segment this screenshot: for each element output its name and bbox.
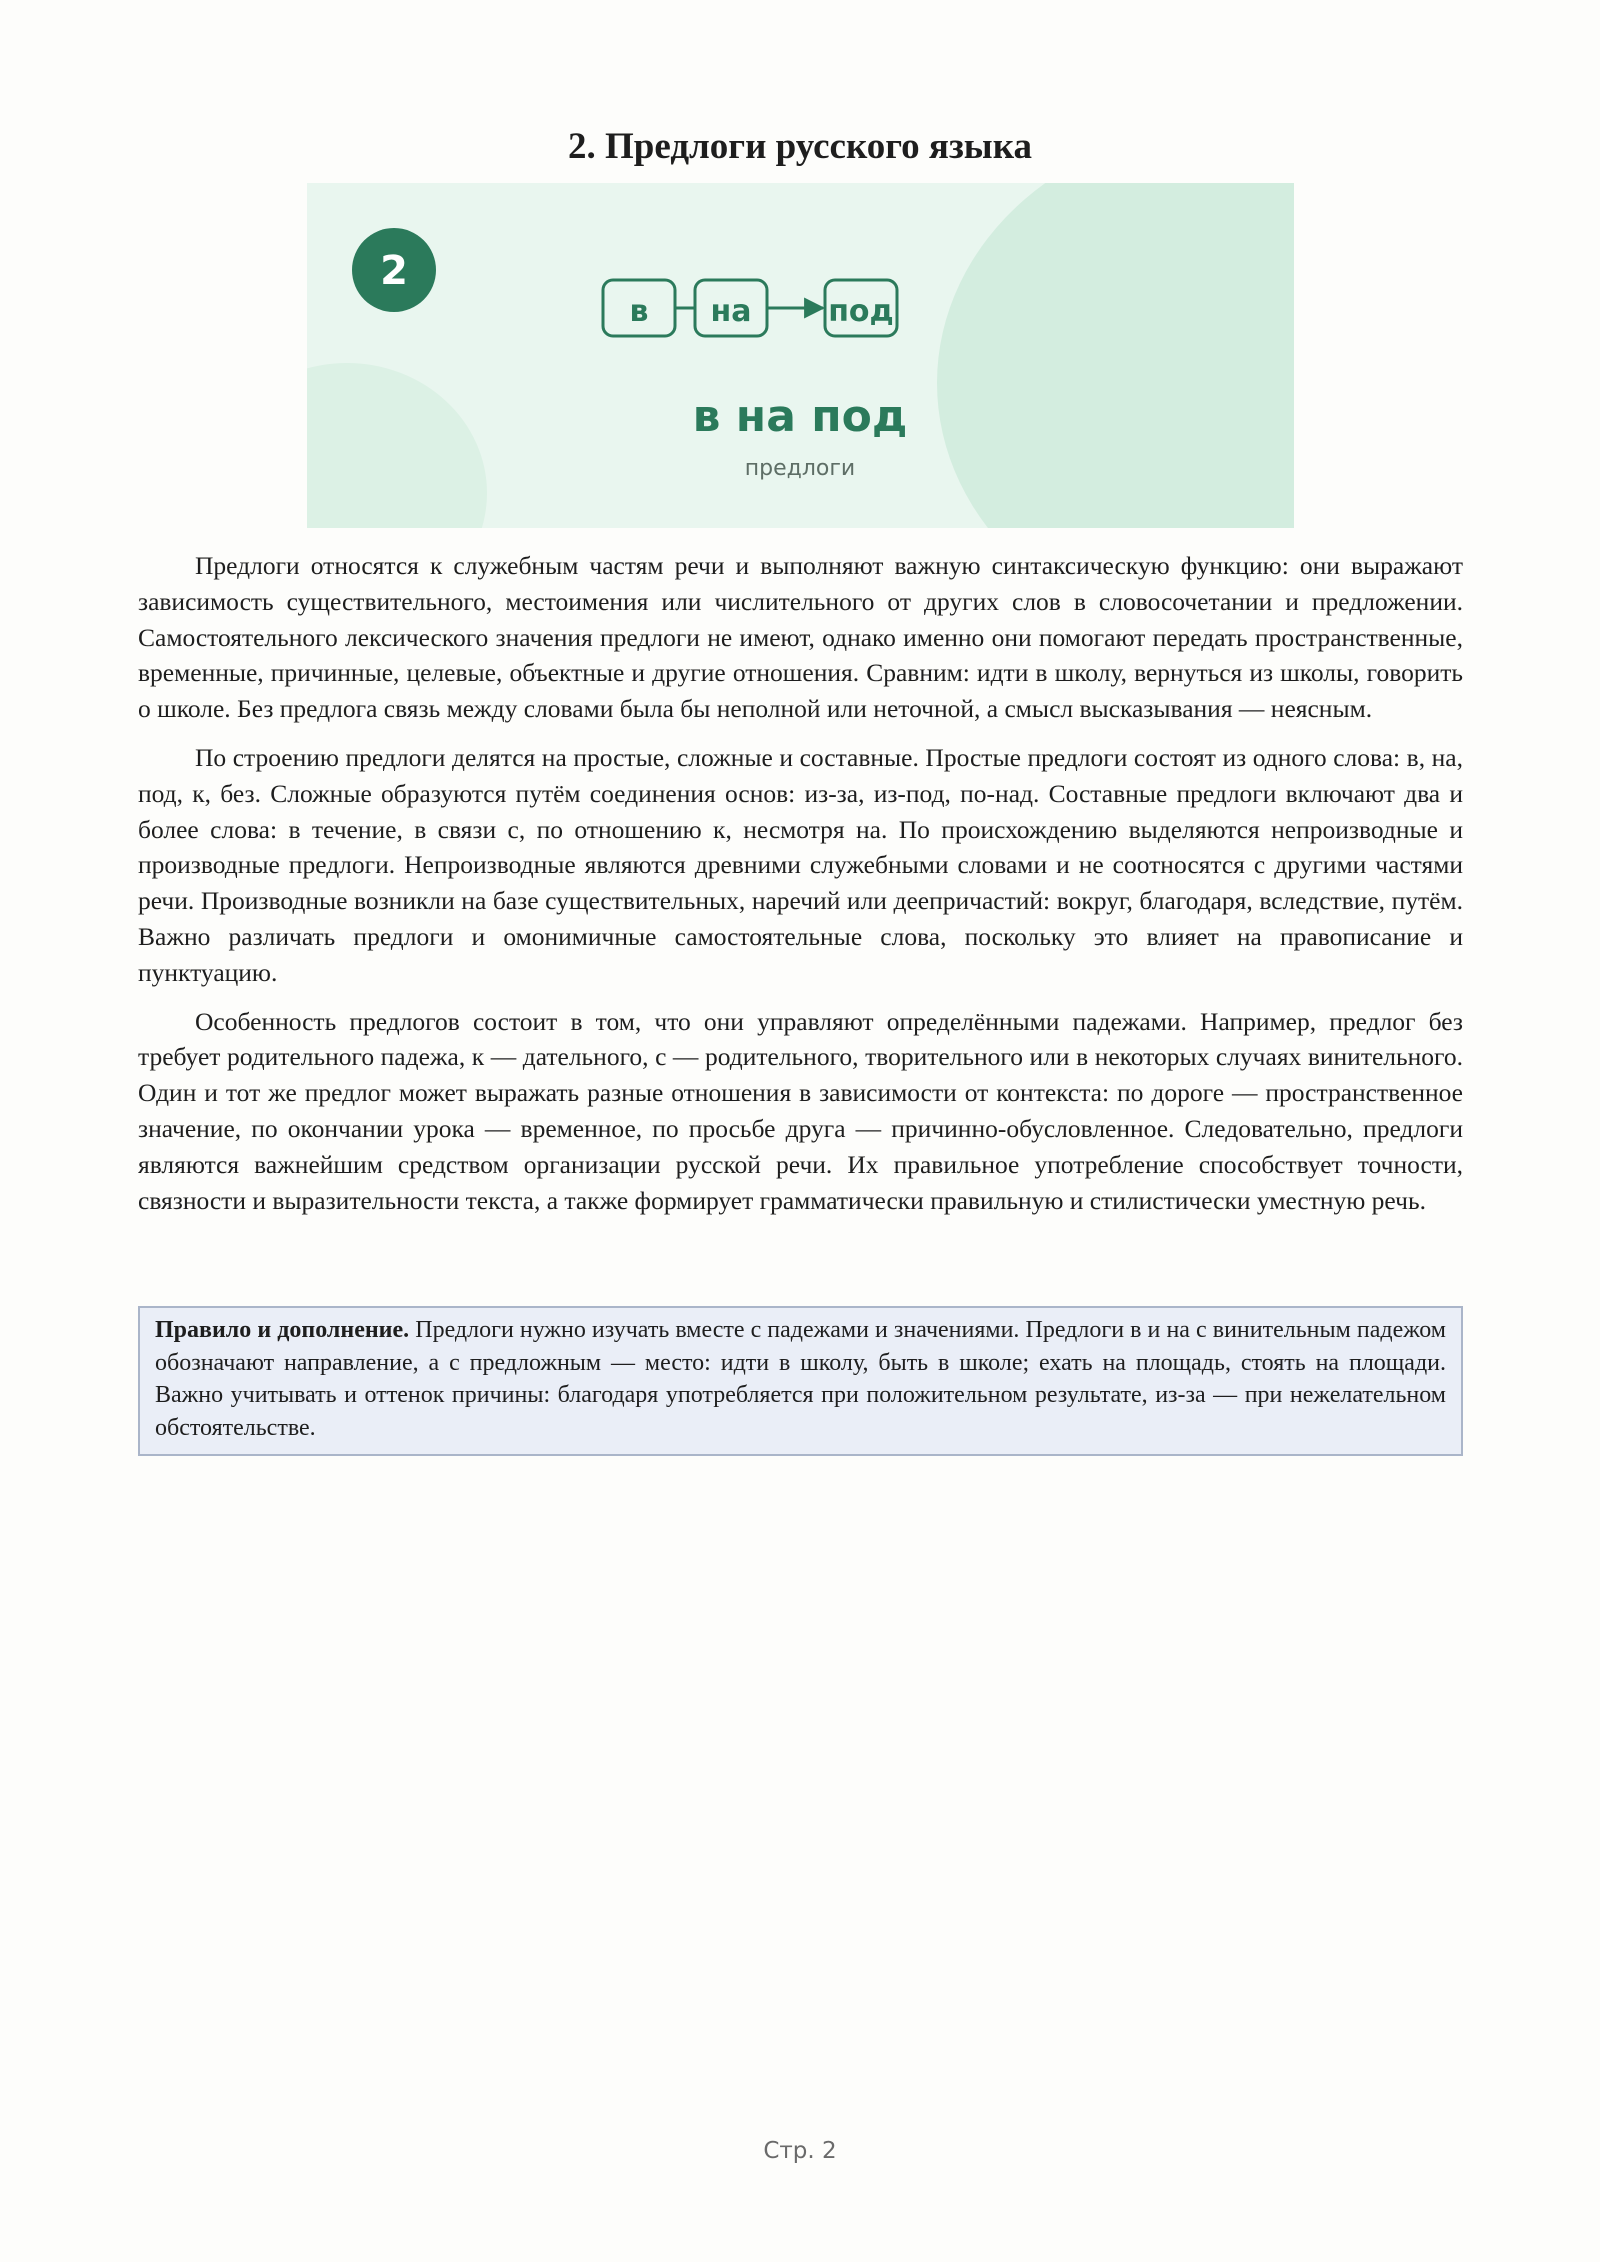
preposition-chain bbox=[603, 280, 897, 336]
paragraph-3: Особенность предлогов состоит в том, что они управляют определёнными падежами. Например, предлог без требует родительного падежа, к — дательного, с — родительного, творительного или в некоторых случаях винительного. Один и тот же предлог может выражать разные отношения в зависимости от контекста: по дороге — пространственное значение, по окончании урока — временное, по просьбе друга — причинно-обусловленное. Следовательно, предлоги являются важнейшим средством организации русской речи. Их правильное употребление способствует точности, связности и выразительности текста, а также формирует грамматически правильную и стилистически уместную речь. bbox=[138, 1006, 1463, 1215]
rule-box bbox=[138, 1306, 1463, 1456]
decorative-blob-right bbox=[937, 183, 1294, 528]
illustration-banner bbox=[307, 183, 1294, 528]
chain-word-pod: под bbox=[828, 294, 894, 329]
chain-word-na: на bbox=[710, 294, 752, 329]
decorative-blob-left bbox=[307, 363, 487, 528]
page-number: Стр. 2 bbox=[763, 2138, 837, 2164]
banner-subtitle: предлоги bbox=[744, 456, 856, 481]
rule-text: Предлоги нужно изучать вместе с падежами и значениями. Предлоги в и на с винительным падежом обозначают направление, а с предложным — место: идти в школу, быть в школе; ехать на площадь, стоять на площади. Важно учитывать и оттенок причины: благодаря употребляется при положительном результате, из-за — при нежелательном обстоятельстве. bbox=[155, 1317, 1446, 1441]
section-number-badge bbox=[352, 228, 436, 312]
chain-word-v: в bbox=[629, 294, 649, 329]
page-heading: 2. Предлоги русского языка bbox=[568, 126, 1032, 167]
body-text bbox=[138, 548, 1463, 1231]
banner-title: в на под bbox=[692, 391, 908, 442]
paragraph-1: Предлоги относятся к служебным частям речи и выполняют важную синтаксическую функцию: они выражают зависимость существительного, местоимения или числительного от других слов в словосочетании и предложении. Самостоятельного лексического значения предлоги не имеют, однако именно они помогают передать пространственные, временные, причинные, целевые, объектные и другие отношения. Сравним: идти в школу, вернуться из школы, говорить о школе. Без предлога связь между словами была бы неполной или неточной, а смысл высказывания — неясным. bbox=[138, 551, 1463, 724]
rule-title: Правило и дополнение. bbox=[155, 1317, 416, 1343]
badge-number: 2 bbox=[380, 248, 408, 294]
paragraph-2: По строению предлоги делятся на простые, сложные и составные. Простые предлоги состоят из одного слова: в, на, под, к, без. Сложные образуются путём соединения основ: из-за, из-под, по-над. Составные предлоги включают два и более слова: в течение, в связи с, по отношению к, несмотря на. По происхождению выделяются непроизводные и производные предлоги. Непроизводные являются древними служебными словами и не соотносятся с другими частями речи. Производные возникли на базе существительных, наречий или деепричастий: вокруг, благодаря, вследствие, путём. Важно различать предлоги и омонимичные самостоятельные слова, поскольку это влияет на правописание и пунктуацию. bbox=[138, 742, 1463, 987]
